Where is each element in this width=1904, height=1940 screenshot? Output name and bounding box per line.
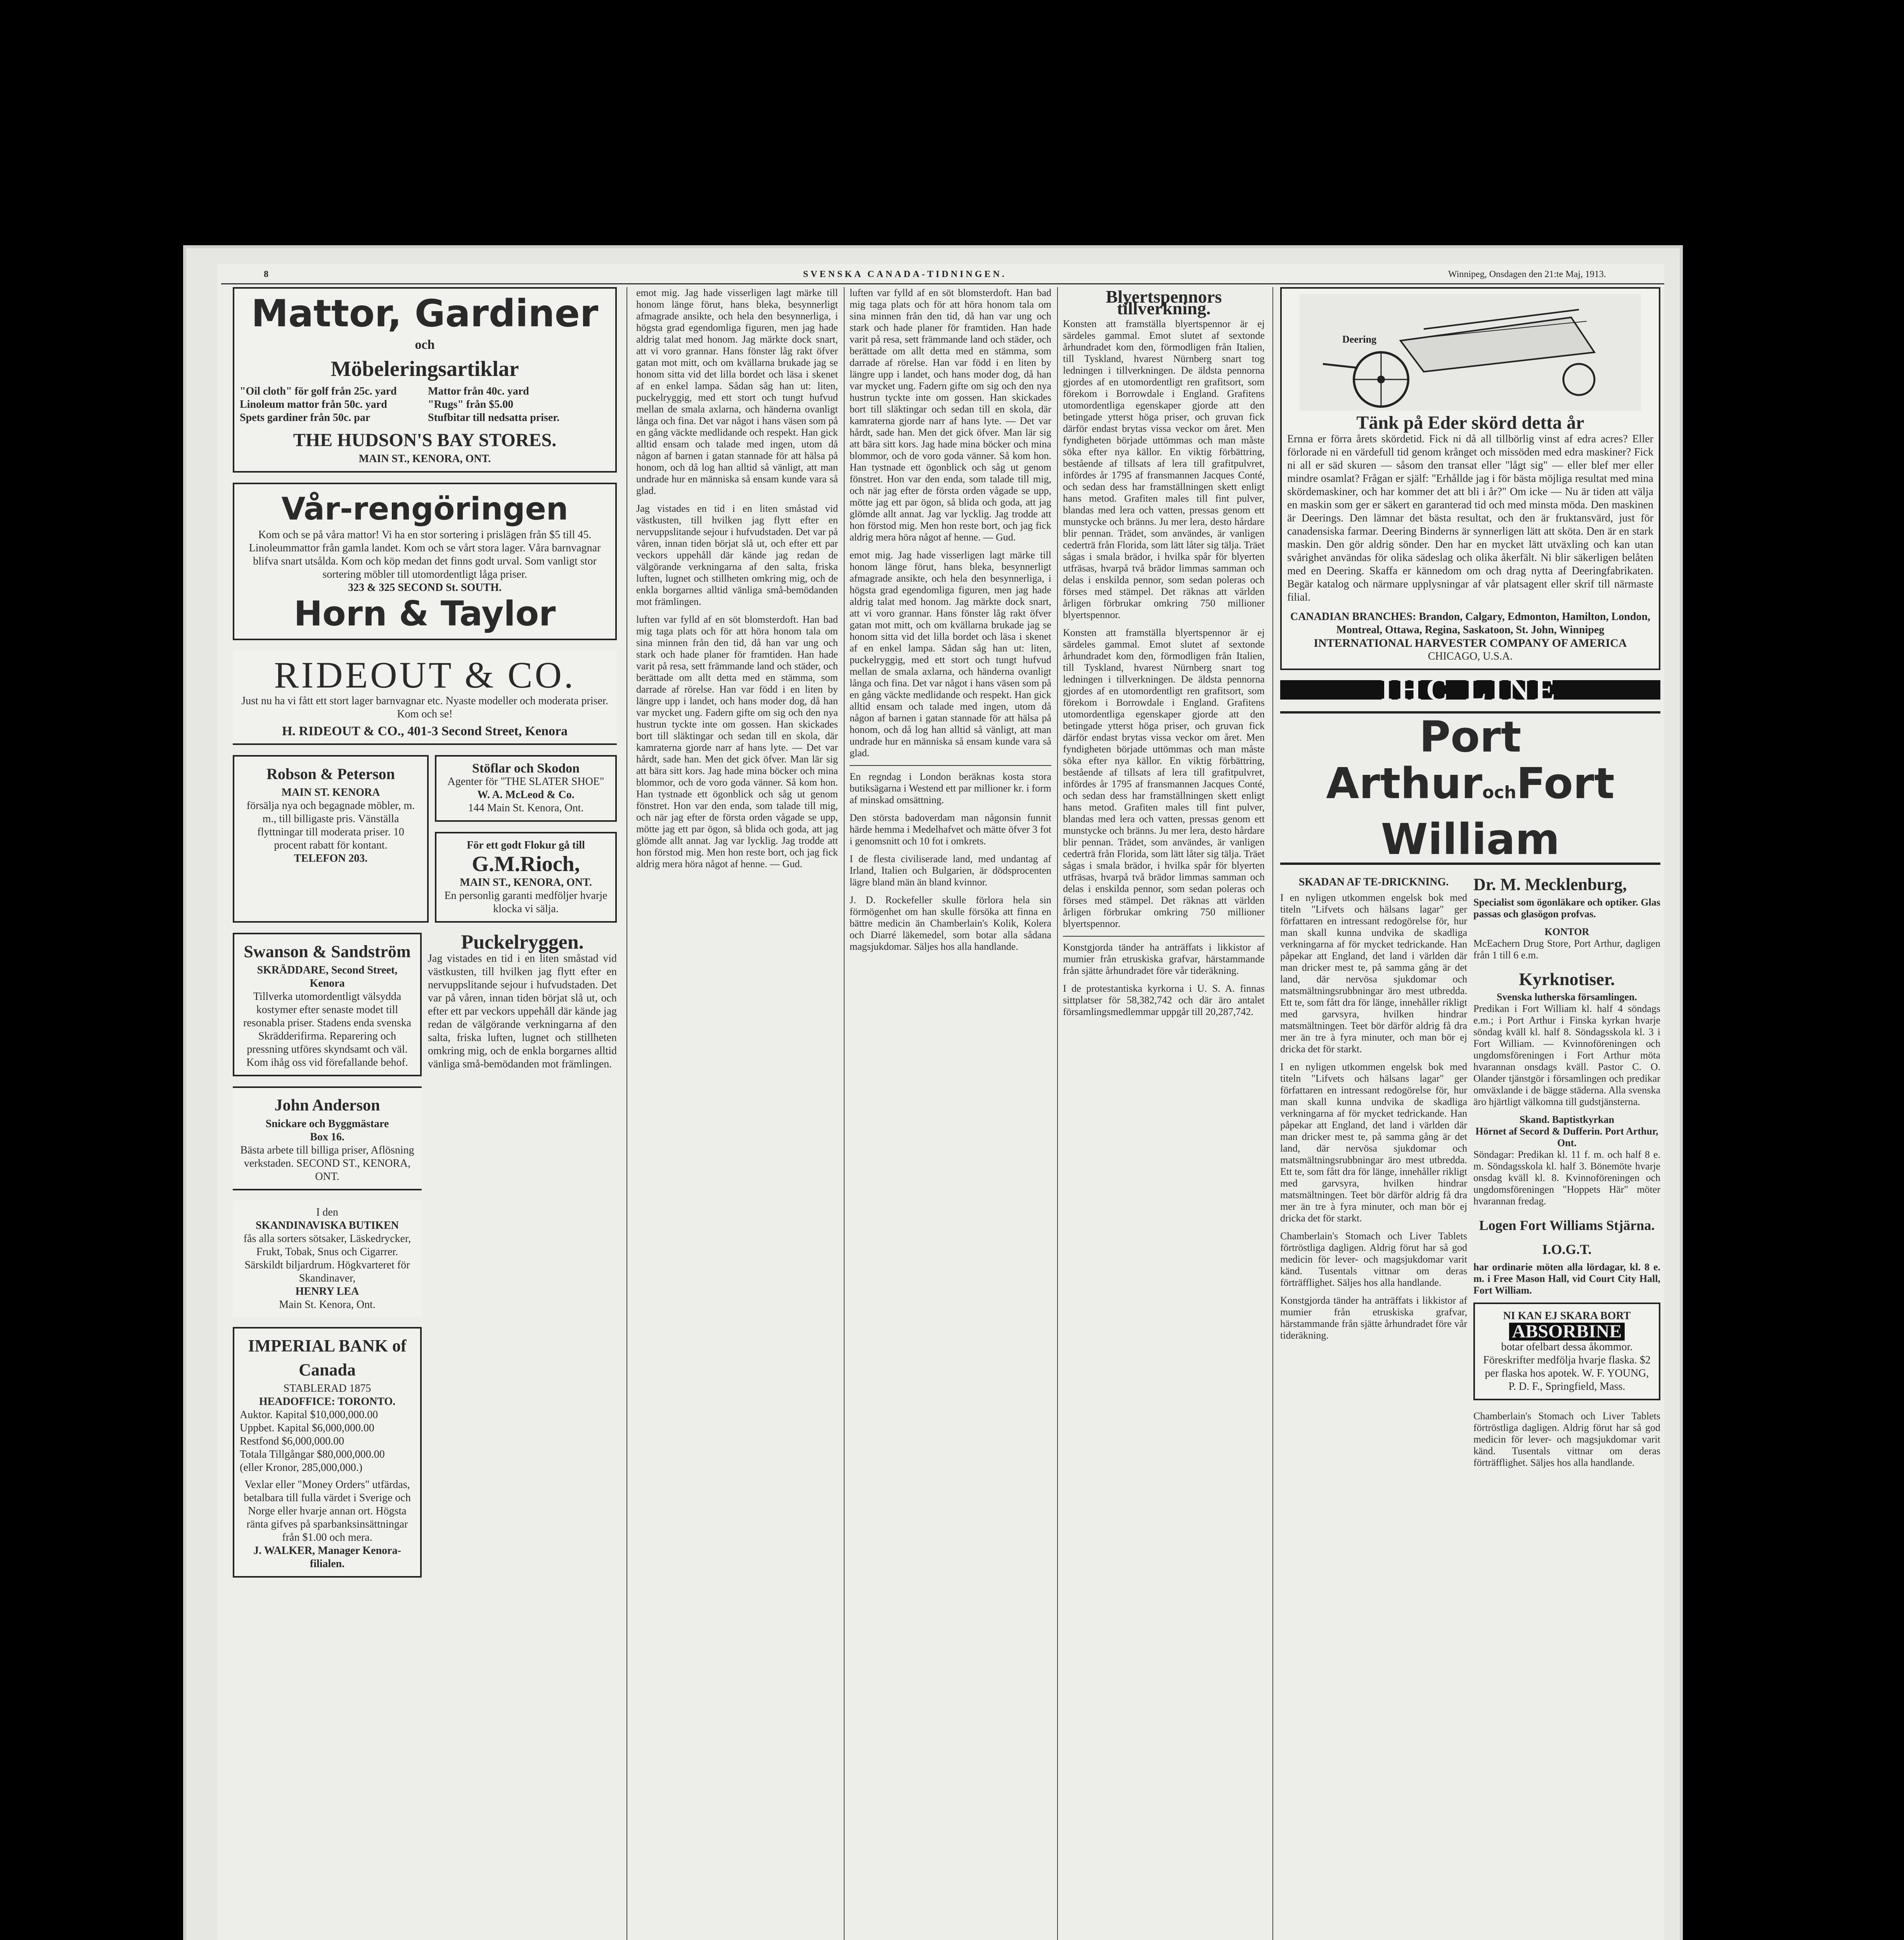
- robson-body: försälja nya och begagnade möbler, m. m., till billigaste pris. Vänställa flyttningar till moderata priser. 10 procent rabatt för kontant.: [246, 800, 415, 851]
- horn-body: Kom och se på våra mattor! Vi ha en stor sortering i prislägen från $5 till 45. Linoleummattor från gamla landet. Kom och se vårt stora lager. Våra barnvagnar blifva snart utsålda. Kom och köp medan det finns godt urval. Som vanligt stor sortering möbler till utomordentligt låga priser.: [249, 529, 601, 580]
- bapt-body: Söndagar: Predikan kl. 11 f. m. och half 8 e. m. Söndagsskola kl. half 3. Bönemöte hvarje onsdag kväll kl. 8. Kvinnoföreningen och ungdomsföreningen "Hoppets Här" möter hvarannan fredag.: [1473, 1149, 1660, 1207]
- mcleod-name: W. A. McLeod & Co.: [477, 789, 575, 801]
- skandinaviska-intro: I den: [316, 1206, 338, 1218]
- rioch-name: G.M.Rioch,: [472, 852, 580, 876]
- bank-figure: Totala Tillgångar $80,000,000.00: [240, 1448, 385, 1460]
- paf-title-och: och: [1482, 783, 1516, 802]
- hudson-ad: [233, 287, 617, 473]
- story-text: emot mig. Jag hade visserligen lagt märke till honom länge förut, hans bleka, besynnerligt afmagrade ansikte, och hela den besynnerliga, i högsta grad egendomliga figuren, men jag hade aldrig talat med honom. Jag märkte dock snart, att vi voro grannar. Hans fönster låg rakt öfver gatan mot mitt, och om kvällarna brukade jag se honom sitta vid det lilla bordet och läsa i skenet af en enkel lampa. Sådan såg han ut: liten, puckelryggig, med ett stort och tungt hufvud mellan de smala axlarna, och händerna ovanligt långa och fina. Det var något i hans väsen som på en gång väckte medlidande och respekt. Han gick alltid ensam och talade med ingen, utom då någon af barnen i gatan stannade för att hälsa på honom, och då log han alltid så vänligt, att man undrade hur en människa så ensam kunde vara så glad.: [850, 549, 1051, 759]
- kyrko-body: Predikan i Fort William kl. half 4 söndags e.m.; i Port Arthur i Finska kyrkan hvarje söndag kväll kl. half 8. Söndagsskola kl. 3 i Fort William. — Kvinnoföreningen och ungdomsföreningen i Fort Arthur möta hvarannan onsdags kväll. Pastor C. O. Olander tjänstgör i församlingen och predikar omväxlande i de bägge städerna. Alla svenska äro hjärtligt välkomna till gudstjänsterna.: [1473, 1003, 1660, 1107]
- binder-machine-illustration: [1300, 294, 1641, 411]
- horn-ad: [233, 483, 617, 640]
- mcleod-ad: [435, 755, 617, 822]
- chamberlain-text: Chamberlain's Stomach och Liver Tablets förtröstliga dagligen. Aldrig förut har så god medicin för lever- och magsjukdomar varit känd. Tusentals vittnar om deras förträfflighet. Säljes hos alla handlande.: [1473, 1410, 1660, 1468]
- story-text: luften var fylld af en söt blomsterdoft. Han bad mig taga plats och för att höra honom tala om sina minnen från den tid, då han var ung och stark och hade planer för framtiden. Han hade varit på resa, sett främmande land och städer, och berättade om allt detta med en stämma, som darrade af rörelse. Han var född i en liten by längre upp i landet, och hans moder dog, då han var mycket ung. Fadern gifte om sig och den nya hustrun tyckte inte om gossen. Han skickades bort till släktingar och sedan till en skola, där kamraterna gjorde narr af hans lyte. — Det var hårdt, sade han. Men det gick öfver. Man lär sig att bära sitt kors. Jag hade mina böcker och mina blommor, och de voro goda vänner. Så kom hon. Han tystnade ett ögonblick och såg ut genom fönstret. Hon var den enda, som talade till mig, och när jag efter de första orden vågade se upp, mötte jag ett par ögon, så blida och goda, att jag glömde allt annat. Jag var lycklig. Jag trodde att hon förstod mig. Men hon reste bort, och jag fick aldrig mera höra något af henne. — Gud.: [850, 287, 1051, 543]
- bank-ad: [233, 1327, 422, 1578]
- skandinaviska-name: HENRY LEA: [295, 1285, 359, 1297]
- swanson-title: Swanson & Sandström: [244, 942, 411, 961]
- port-arthur-fort-william-heading: [1280, 711, 1660, 865]
- bank-hq: HEADOFFICE: TORONTO.: [259, 1396, 396, 1408]
- horn-title: Vår-rengöringen: [281, 491, 568, 527]
- horn-name: Horn & Taylor: [294, 594, 556, 634]
- harvest-company: INTERNATIONAL HARVESTER COMPANY OF AMERICA: [1314, 637, 1627, 650]
- robson-ad: [233, 755, 429, 923]
- bank-figure: Uppbet. Kapital $6,000,000.00: [240, 1422, 374, 1434]
- note-text: Konstgjorda tänder ha anträffats i likkistor af mumier från etruskiska grafvar, härstammande från sjätte århundradet före vår tideräkning.: [1063, 942, 1265, 976]
- story-text: luften var fylld af en söt blomsterdoft. Han bad mig taga plats och för att höra honom tala om sina minnen från den tid, då han var ung och stark och hade planer för framtiden. Han hade varit på resa, sett främmande land och städer, och berättade om allt detta med en stämma, som darrade af rörelse. Han var född i en liten by längre upp i landet, och hans moder dog, då han var mycket ung. Fadern gifte om sig och den nya hustrun tyckte inte om gossen. Han skickades bort till släktingar och sedan till en skola, där kamraterna gjorde narr af hans lyte. — Det var hårdt, sade han. Men det gick öfver. Man lär sig att bära sitt kors. Jag hade mina böcker och mina blommor, och de voro goda vänner. Så kom hon. Han tystnade ett ögonblick och såg ut genom fönstret. Hon var den enda, som talade till mig, och när jag efter de första orden vågade se upp, mötte jag ett par ögon, så blida och goda, att jag glömde allt annat. Jag var lycklig. Jag trodde att hon förstod mig. Men hon reste bort, och jag fick aldrig mera höra något af henne. — Gud.: [636, 614, 838, 870]
- column-rule: [1057, 287, 1058, 1940]
- paper-title: SVENSKA CANADA-TIDNINGEN.: [803, 269, 1007, 279]
- harvest-branches: CANADIAN BRANCHES: Brandon, Calgary, Edmonton, Hamilton, London, Montreal, Ottawa, Regina, Saskatoon, St. John, Winnipeg: [1290, 611, 1651, 636]
- rioch-address: MAIN ST., KENORA, ONT.: [460, 876, 592, 889]
- skadan-title: SKADAN AF TE-DRICKNING.: [1298, 876, 1449, 888]
- skandinaviska-address: Main St. Kenora, Ont.: [279, 1299, 376, 1311]
- rioch-ad: [435, 832, 617, 923]
- note-text: En regndag i London beräknas kosta stora butiksägarna i Westend ett par millioner kr. i form af minskad omsättning.: [850, 771, 1051, 805]
- absorbine-top: NI KAN EJ SKARA BORT: [1503, 1310, 1631, 1322]
- article-column-4: [1063, 287, 1265, 1940]
- puckelryggen-title: Puckelryggen.: [461, 931, 584, 953]
- paf-title-a: Port Arthur: [1326, 712, 1521, 808]
- mcleod-title: Stöflar och Skodon: [472, 761, 580, 776]
- ads-column: [233, 287, 617, 1940]
- bank-founded: STABLERAD 1875: [283, 1382, 371, 1394]
- anderson-body: Bästa arbete till billiga priser, Aflösning verkstaden. SECOND ST., KENORA, ONT.: [240, 1144, 414, 1183]
- rideout-ad: [233, 650, 617, 745]
- hudson-item: Stufbitar till nedsatta priser.: [428, 412, 560, 424]
- harvester-ad: [1280, 287, 1660, 670]
- bank-figure: Auktor. Kapital $10,000,000.00: [240, 1409, 378, 1421]
- right-column: [1280, 287, 1660, 1940]
- note-text: I de protestantiska kyrkorna i U. S. A. finnas sittplatser för 58,382,742 och där äro antalet församlingsmedlemmar uppgår till 20,287,742.: [1063, 983, 1265, 1017]
- story-column-2: [636, 287, 838, 1940]
- machine-brand: Deering: [1342, 334, 1377, 345]
- page-header: [221, 268, 1664, 284]
- hudson-item: Mattor från 40c. yard: [428, 385, 529, 397]
- note-text: Den största badoverdam man någonsin funnit härde hemma i Medelhafvet och mätte öfver 3 fot i genomsnitt och 10 fot i omkrets.: [850, 812, 1051, 847]
- chamberlain-text: Chamberlain's Stomach och Liver Tablets förtröstliga dagligen. Aldrig förut har så god medicin för lever- och magsjukdomar varit känd. Tusentals vittnar om deras förträfflighet. Säljes hos alla handlande.: [1280, 1230, 1467, 1288]
- swanson-body: Tillverka utomordentligt välsydda kostymer efter senaste modet till resonabla priser. Stadens enda svenska Skrädderifirma. Reparering och pressning utföres skyndsamt och väl. Kom ihåg oss vid förefallande behof.: [243, 991, 412, 1069]
- hudson-address: MAIN ST., KENORA, ONT.: [358, 453, 491, 465]
- rideout-footer: H. RIDEOUT & CO., 401-3 Second Street, Kenora: [282, 724, 568, 738]
- note-text: Konstgjorda tänder ha anträffats i likkistor af mumier från etruskiska grafvar, härstammande från sjätte århundradet före vår tideräkning.: [1280, 1295, 1467, 1341]
- swanson-sub: SKRÄDDARE, Second Street, Kenora: [257, 964, 398, 989]
- hudson-title: Mattor, Gardiner: [251, 292, 599, 335]
- robson-title: Robson & Peterson: [266, 765, 395, 783]
- blyertspennor-title: Blyertspennors tillverkning.: [1106, 287, 1222, 318]
- blyertspennor-body: Konsten att framställa blyertspennor är ej särdeles gammal. Emot slutet af sextonde århundradet kom den, förmodligen från Italien, till Tyskland, hvarest Nürnberg snart tog ledningen i tillverkningen. De äldsta pennorna gjordes af en utomordentligt ren grafitsort, som förekom i Borrowdale i England. Grafitens utomordentliga egenskaper gjorde att den betingade ytterst höga priser, och gruvan fick därför endast brytas vissa veckor om året. Men fyndigheten började uttömmas och man måste söka efter nya källor. En viktig förbättring, bestående af tillsats af lera till grafitpulvret, infördes år 1795 af fransmannen Jacques Conté, och sedan dess har framställningen skett enligt hans metod. Grafiten males till fint pulver, blandas med lera och vatten, pressas genom ett munstycke och bränns. Ju mer lera, desto hårdare blir pennan. Trädet, som användes, är vanligen cederträ från Florida, som lätt låter sig tälja. Träet sågas i smala brädor, i hvilka spår för blyerten utfräsas, hvarpå två brädor limmas samman och delas i enskilda pennor, som sedan poleras och förses med stämpel. Det räknas att världen årligen förbrukar omkring 750 millioner blyertspennor.: [1063, 627, 1265, 929]
- skandinaviska-title: SKANDINAVISKA BUTIKEN: [255, 1219, 399, 1232]
- column-rule: [844, 287, 845, 1940]
- robson-place: MAIN ST. KENORA: [281, 786, 380, 799]
- story-column-3: [850, 287, 1051, 1940]
- kontor-label: KONTOR: [1544, 926, 1589, 937]
- horn-address: 323 & 325 SECOND St. SOUTH.: [348, 582, 502, 594]
- logen-body: har ordinarie möten alla lördagar, kl. 8 e. m. i Free Mason Hall, vid Court City Hall, Fort William.: [1473, 1261, 1660, 1296]
- anderson-sub: Snickare och Byggmästare: [265, 1118, 389, 1130]
- hudson-store: THE HUDSON'S BAY STORES.: [293, 430, 557, 450]
- mecklenburg-body: Specialist som ögonläkare och optiker. Glas passas och glasögon profvas.: [1473, 897, 1660, 920]
- kyrko-title: Kyrknotiser.: [1519, 969, 1615, 989]
- absorbine-body: botar ofelbart dessa åkommor. Föreskrifter medfölja hvarje flaska. $2 per flaska hos apotek. W. F. YOUNG, P. D. F., Springfield, Mass.: [1483, 1341, 1651, 1393]
- logen-title: Logen Fort Williams Stjärna. I.O.G.T.: [1479, 1218, 1655, 1257]
- anderson-box: Box 16.: [310, 1131, 344, 1143]
- bapt-title: Skand. Baptistkyrkan: [1519, 1114, 1615, 1125]
- kyrko-sub: Svenska lutherska församlingen.: [1497, 991, 1637, 1003]
- mcleod-address: 144 Main St. Kenora, Ont.: [468, 802, 584, 814]
- paf-title-b: Fort William: [1381, 759, 1615, 864]
- mecklenburg-title: Dr. M. Mecklenburg,: [1473, 875, 1627, 894]
- story-text: Jag vistades en tid i en liten småstad vid västkusten, till hvilken jag flytt efter en nervuppslitande sejour i hufvudstaden. Det var på våren, innan tiden börjat slå ut, och efter ett par veckors uppehåll där kände jag redan de välgörande verkningarna af den salta, friska luften, lugnet och stillheten omkring mig, och de enkla borgarnes alltid vänliga små-bemödanden mot främlingen.: [636, 503, 838, 607]
- hudson-item: "Rugs" från $5.00: [428, 398, 514, 411]
- rideout-body: Just nu ha vi fått ett stort lager barnvagnar etc. Nyaste modeller och moderata priser. Kom och se!: [241, 695, 608, 720]
- ihc-line-banner: IHC LINE: [1280, 680, 1660, 700]
- harvest-company-city: CHICAGO, U.S.A.: [1428, 650, 1513, 662]
- mcleod-body: Agenter för "THE SLATER SHOE": [447, 776, 604, 788]
- harvest-title: Tänk på Eder skörd detta år: [1356, 412, 1584, 433]
- story-text: emot mig. Jag hade visserligen lagt märke till honom länge förut, hans bleka, besynnerligt afmagrade ansikte, och hela den besynnerliga, i högsta grad egendomliga figuren, men jag hade aldrig talat med honom. Jag märkte dock snart, att vi voro grannar. Hans fönster låg rakt öfver gatan mot mitt, och om kvällarna brukade jag se honom sitta vid det lilla bordet och läsa i skenet af en enkel lampa. Sådan såg han ut: liten, puckelryggig, med ett stort och tungt hufvud mellan de smala axlarna, och händerna ovanligt långa och fina. Det var något i hans väsen som på en gång väckte medlidande och respekt. Han gick alltid ensam och talade med ingen, utom då någon af barnen i gatan stannade för att hälsa på honom, och då log han alltid så vänligt, att man undrade hur en människa så ensam kunde vara så glad.: [636, 287, 838, 496]
- note-text: J. D. Rockefeller skulle förlora hela sin förmögenhet om han skulle försöka att finna en bättre medicin än Chamberlain's Kolik, Kolera och Diarré läkemedel, som botar alla sådana magsjukdomar. Säljes hos alla handlande.: [850, 894, 1051, 952]
- hudson-item: Linoleum mattor från 50c. yard: [240, 398, 387, 411]
- anderson-title: John Anderson: [274, 1096, 380, 1114]
- hudson-item: "Oil cloth" för golf från 25c. yard: [240, 385, 397, 397]
- robson-phone: TELEFON 203.: [294, 852, 368, 864]
- hudson-och: och: [415, 338, 435, 352]
- rideout-title: RIDEOUT & CO.: [274, 654, 576, 696]
- page-number: 8: [264, 269, 268, 279]
- bank-body: Vexlar eller "Money Orders" utfärdas, betalbara till fulla värdet i Sverige och Norge eller hvarje annan ort. Högsta ränta gifves på sparbanksinsättningar från $1.00 och mera.: [244, 1479, 411, 1543]
- skadan-body: I en nyligen utkommen engelsk bok med titeln "Lifvets och hälsans lagar" ger författaren en intressant redogörelse för, hur man skall kunna undvika de skadliga verkningarna af för mycket tedrickande. Han påpekar att England, det land i världen där man dricker mest te, på samma gång är det land, där nervösa sjukdomar och matsmältningsrubbningar äro mest utbredda. Ett te, som fått dra för länge, innehåller rikligt med garvsyra, hvilken hindrar matsmältningen. Teet bör därför aldrig få dra mer än tre à fyra minuter, och man bör ej dricka det för starkt.: [1280, 892, 1467, 1055]
- anderson-ad: [233, 1086, 422, 1190]
- harvest-body: Ernna er förra årets skördetid. Fick ni då all tillbörlig vinst af edra acres? Eller förlorade ni en värdefull tid genom krånget och missöden med edra maskiner? Fick ni all er säd skuren — såsom den transat eller "lågt sig" — eller blef mer eller mindre osamlat? Frågan er själf: "Erhållde jag i för bästa möjliga resultat med mina skördemaskiner, och har kommer det att bli i år?" Om icke — Nu är tiden att välja en maskin som ger er säkert en garanterad tid och med minsta möda. Den maskinen är Deerings. Den lämnar det bästa resultat, och den är fruktansvärd, just för canadensiska farmar. Deering Binderns är synnerligen lätt att sköta. Den är en stark maskin. Den gör aldrig sönder. Den har en mycket lätt utväxling och kan utan svårighet användas för olika sädeslag och olika åkerfält. Ni blir säkerligen belåten med en Deering. Skaffa er kännedom om och drag nytta af Deeringfabrikaten. Begär katalog och närmare upplysningar af vår platsagent eller skrif till närmaste filial.: [1287, 433, 1653, 603]
- bank-title: IMPERIAL BANK of Canada: [248, 1336, 407, 1379]
- issue-date: Winnipeg, Onsdagen den 21:te Maj, 1913.: [1448, 269, 1606, 279]
- absorbine-logo: ABSORBINE: [1509, 1323, 1625, 1341]
- skandinaviska-body: fås alla sorters sötsaker, Läskedrycker, Frukt, Tobak, Snus och Cigarrer. Särskildt biljardrum. Högkvarteret för Skandinaver,: [243, 1233, 411, 1284]
- hudson-subtitle: Möbeleringsartiklar: [331, 357, 519, 381]
- absorbine-ad: [1473, 1303, 1660, 1400]
- hudson-item: Spets gardiner från 50c. par: [240, 412, 370, 424]
- skandinaviska-ad: [233, 1200, 422, 1317]
- bank-figure: Restfond $6,000,000.00: [240, 1435, 344, 1447]
- mecklenburg-office: McEachern Drug Store, Port Arthur, dagligen från 1 till 6 e.m.: [1473, 938, 1660, 961]
- rioch-top: För ett godt Flokur gå till: [467, 839, 585, 851]
- puckelryggen-intro: Jag vistades en tid i en liten småstad vid västkusten, till hvilken jag flytt efter en nervuppslitande sejour i hufvudstaden. Det var på våren, innan tiden börjat slå ut, och efter ett par veckors uppehåll där kände jag redan de välgörande verkningarna af den salta, friska luften, lugnet och stillheten omkring mig, och de enkla borgarnes alltid vänliga små-bemödanden mot främlingen.: [428, 953, 617, 1070]
- rioch-body: En personlig garanti medföljer hvarje klocka vi sälja.: [444, 890, 608, 915]
- column-rule: [1272, 287, 1273, 1940]
- blyertspennor-body: Konsten att framställa blyertspennor är ej särdeles gammal. Emot slutet af sextonde århundradet kom den, förmodligen från Italien, till Tyskland, hvarest Nürnberg snart tog ledningen i tillverkningen. De äldsta pennorna gjordes af en utomordentligt ren grafitsort, som förekom i Borrowdale i England. Grafitens utomordentliga egenskaper gjorde att den betingade ytterst höga priser, och gruvan fick därför endast brytas vissa veckor om året. Men fyndigheten började uttömmas och man måste söka efter nya källor. En viktig förbättring, bestående af tillsats af lera till grafitpulvret, infördes år 1795 af fransmannen Jacques Conté, och sedan dess har framställningen skett enligt hans metod. Grafiten males till fint pulver, blandas med lera och vatten, pressas genom ett munstycke och bränns. Ju mer lera, desto hårdare blir pennan. Trädet, som användes, är vanligen cederträ från Florida, som lätt låter sig tälja. Träet sågas i smala brädor, i hvilka spår för blyerten utfräsas, hvarpå två brädor limmas samman och delas i enskilda pennor, som sedan poleras och förses med stämpel. Det räknas att världen årligen förbrukar omkring 750 millioner blyertspennor.: [1063, 318, 1265, 620]
- swanson-ad: [233, 933, 422, 1076]
- note-text: I de flesta civiliserade land, med undantag af Irland, Italien och Bulgarien, är dödsprocenten lägre bland män än bland kvinnor.: [850, 853, 1051, 888]
- bank-figure: (eller Kronor, 285,000,000.): [240, 1462, 363, 1474]
- bapt-addr: Hörnet af Secord & Dufferin. Port Arthur, Ont.: [1475, 1126, 1658, 1148]
- bank-manager: J. WALKER, Manager Kenora-filialen.: [253, 1545, 401, 1570]
- skadan-body: I en nyligen utkommen engelsk bok med titeln "Lifvets och hälsans lagar" ger författaren en intressant redogörelse för, hur man skall kunna undvika de skadliga verkningarna af för mycket tedrickande. Han påpekar att England, det land i världen där man dricker mest te, på samma gång är det land, där nervösa sjukdomar och matsmältningsrubbningar äro mest utbredda. Ett te, som fått dra för länge, innehåller rikligt med garvsyra, hvilken hindrar matsmältningen. Teet bör därför aldrig få dra mer än tre à fyra minuter, och man bör ej dricka det för starkt.: [1280, 1061, 1467, 1224]
